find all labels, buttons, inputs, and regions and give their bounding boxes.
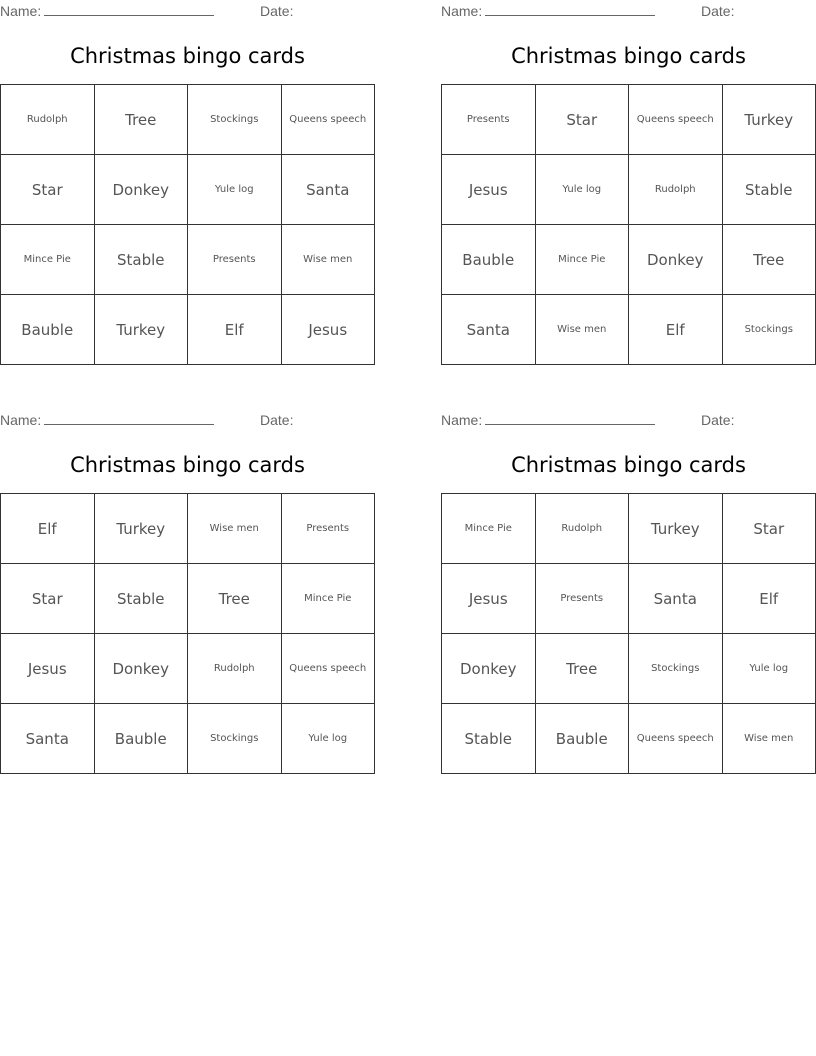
name-field <box>0 410 214 430</box>
bingo-row <box>1 85 375 155</box>
bingo-card <box>441 1 816 365</box>
bingo-cell: Rudolph <box>1 85 95 155</box>
bingo-cell: Yule log <box>281 704 375 774</box>
bingo-cell: Santa <box>442 295 536 365</box>
bingo-cell: Santa <box>281 155 375 225</box>
name-label: Name: <box>0 412 42 428</box>
bingo-row <box>442 295 816 365</box>
date-label: Date: <box>260 3 294 19</box>
bingo-row <box>442 85 816 155</box>
bingo-cell: Turkey <box>94 295 188 365</box>
bingo-row <box>1 564 375 634</box>
bingo-cell: Wise men <box>188 494 282 564</box>
bingo-cell: Rudolph <box>188 634 282 704</box>
date-label: Date: <box>701 3 735 19</box>
bingo-cell: Donkey <box>629 225 723 295</box>
bingo-cell: Jesus <box>442 564 536 634</box>
bingo-cell: Yule log <box>535 155 629 225</box>
bingo-row <box>442 704 816 774</box>
name-label: Name: <box>0 3 42 19</box>
date-field <box>260 410 293 430</box>
bingo-card <box>0 1 375 365</box>
bingo-row <box>442 494 816 564</box>
bingo-cell: Stockings <box>188 704 282 774</box>
bingo-cell: Mince Pie <box>281 564 375 634</box>
bingo-row <box>1 704 375 774</box>
bingo-cell: Stable <box>442 704 536 774</box>
bingo-cell: Star <box>1 564 95 634</box>
bingo-cell: Tree <box>535 634 629 704</box>
bingo-card <box>0 410 375 774</box>
bingo-cell: Rudolph <box>629 155 723 225</box>
bingo-cell: Star <box>722 494 816 564</box>
bingo-cell: Tree <box>722 225 816 295</box>
bingo-cell: Jesus <box>1 634 95 704</box>
bingo-cell: Jesus <box>281 295 375 365</box>
date-field <box>701 1 734 21</box>
bingo-cell: Star <box>535 85 629 155</box>
card-title: Christmas bingo cards <box>70 453 305 477</box>
bingo-cell: Star <box>1 155 95 225</box>
bingo-row <box>1 634 375 704</box>
name-blank-line <box>485 410 655 425</box>
bingo-cell: Bauble <box>1 295 95 365</box>
card-title: Christmas bingo cards <box>70 44 305 68</box>
bingo-cell: Mince Pie <box>535 225 629 295</box>
bingo-cell: Elf <box>188 295 282 365</box>
bingo-cell: Stockings <box>629 634 723 704</box>
bingo-cell: Bauble <box>442 225 536 295</box>
bingo-cell: Wise men <box>535 295 629 365</box>
bingo-cell: Yule log <box>722 634 816 704</box>
bingo-row <box>1 494 375 564</box>
bingo-cell: Stable <box>94 225 188 295</box>
bingo-cell: Turkey <box>94 494 188 564</box>
bingo-cell: Donkey <box>94 155 188 225</box>
bingo-row <box>1 295 375 365</box>
bingo-cell: Bauble <box>94 704 188 774</box>
bingo-cell: Elf <box>722 564 816 634</box>
bingo-cell: Mince Pie <box>442 494 536 564</box>
bingo-cell: Donkey <box>442 634 536 704</box>
bingo-cell: Turkey <box>722 85 816 155</box>
bingo-row <box>442 634 816 704</box>
bingo-cell: Wise men <box>281 225 375 295</box>
bingo-cell: Queens speech <box>281 85 375 155</box>
bingo-cell: Santa <box>1 704 95 774</box>
bingo-cell: Turkey <box>629 494 723 564</box>
bingo-grid <box>441 84 816 365</box>
bingo-cell: Jesus <box>442 155 536 225</box>
date-label: Date: <box>701 412 735 428</box>
bingo-cell: Presents <box>535 564 629 634</box>
name-field <box>0 1 214 21</box>
bingo-row <box>1 225 375 295</box>
bingo-cell: Elf <box>1 494 95 564</box>
card-title: Christmas bingo cards <box>511 453 746 477</box>
bingo-cell: Queens speech <box>629 704 723 774</box>
name-blank-line <box>44 1 214 16</box>
bingo-cell: Stable <box>722 155 816 225</box>
bingo-grid <box>0 84 375 365</box>
name-field <box>441 410 655 430</box>
bingo-cell: Bauble <box>535 704 629 774</box>
bingo-cell: Stockings <box>722 295 816 365</box>
bingo-card <box>441 410 816 774</box>
bingo-cell: Santa <box>629 564 723 634</box>
name-blank-line <box>485 1 655 16</box>
bingo-cell: Wise men <box>722 704 816 774</box>
bingo-row <box>1 155 375 225</box>
bingo-grid <box>441 493 816 774</box>
bingo-grid <box>0 493 375 774</box>
bingo-cell: Queens speech <box>281 634 375 704</box>
name-field <box>441 1 655 21</box>
card-title: Christmas bingo cards <box>511 44 746 68</box>
date-field <box>260 1 293 21</box>
bingo-cell: Stable <box>94 564 188 634</box>
name-label: Name: <box>441 412 483 428</box>
bingo-cell: Presents <box>281 494 375 564</box>
bingo-cell: Donkey <box>94 634 188 704</box>
bingo-cell: Mince Pie <box>1 225 95 295</box>
date-label: Date: <box>260 412 294 428</box>
bingo-row <box>442 155 816 225</box>
date-field <box>701 410 734 430</box>
bingo-cell: Tree <box>94 85 188 155</box>
name-blank-line <box>44 410 214 425</box>
bingo-cell: Queens speech <box>629 85 723 155</box>
bingo-row <box>442 564 816 634</box>
bingo-cell: Yule log <box>188 155 282 225</box>
bingo-row <box>442 225 816 295</box>
bingo-cell: Stockings <box>188 85 282 155</box>
bingo-cell: Elf <box>629 295 723 365</box>
bingo-cell: Tree <box>188 564 282 634</box>
bingo-cell: Rudolph <box>535 494 629 564</box>
bingo-cell: Presents <box>188 225 282 295</box>
bingo-cell: Presents <box>442 85 536 155</box>
name-label: Name: <box>441 3 483 19</box>
